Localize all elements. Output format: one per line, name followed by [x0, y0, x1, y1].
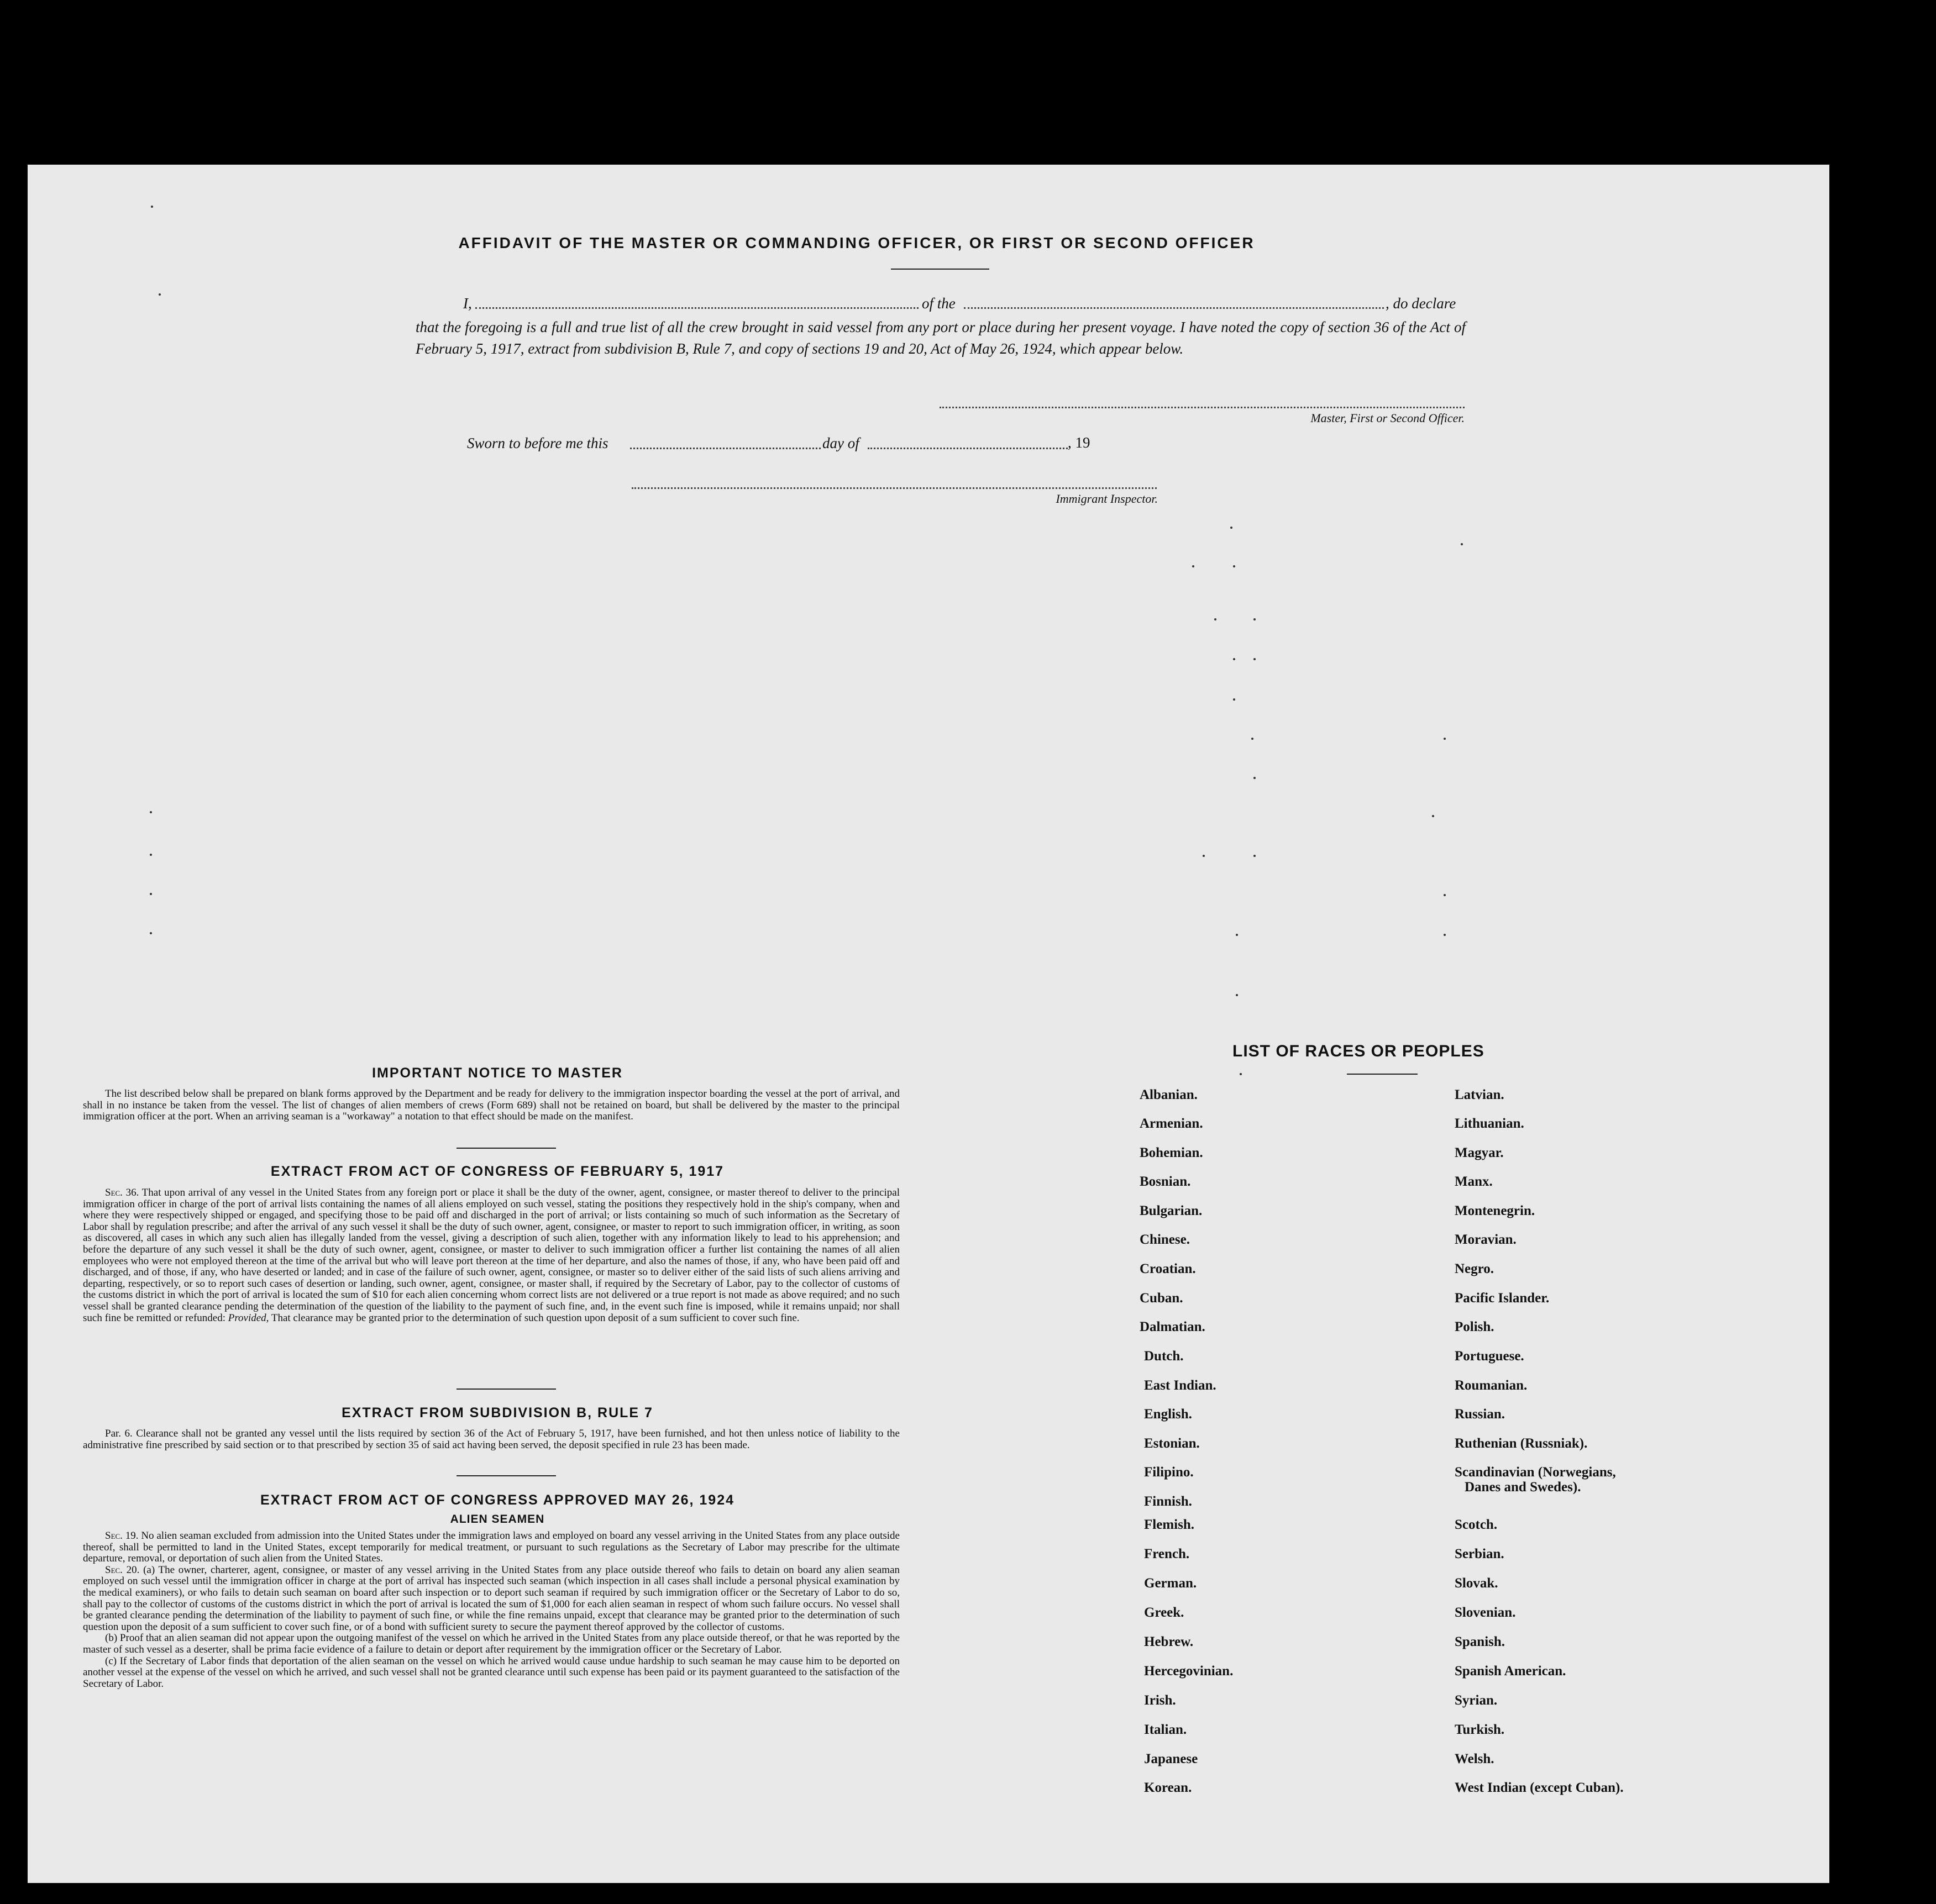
binder-hole: [1838, 406, 1865, 434]
name-blank[interactable]: [475, 307, 919, 309]
sworn-text: Sworn to before me this: [467, 435, 608, 451]
race-item: Croatian.: [1140, 1261, 1196, 1276]
race-item: Armenian.: [1140, 1116, 1203, 1131]
binder-hole: [1838, 1573, 1865, 1601]
speck: [1233, 565, 1235, 567]
race-item: Korean.: [1144, 1780, 1192, 1795]
affidavit-do-declare: , do declare: [1386, 295, 1456, 312]
race-item: Spanish American.: [1455, 1664, 1566, 1679]
binder-hole: [1838, 753, 1865, 781]
race-item: Cuban.: [1140, 1291, 1183, 1306]
extract-1917-text: [83, 1187, 900, 1324]
binder-hole: [1838, 1226, 1865, 1254]
divider: [891, 269, 989, 270]
speck: [1253, 855, 1256, 857]
race-item: Dalmatian.: [1140, 1319, 1205, 1334]
section-36-text: That upon arrival of any vessel in the United States from any foreign port or place it shall be the duty of the owner, agent, consignee, or master thereof to deliver to the principal immigration officer in charge of the port of arrival lists containing the names of all aliens employed on such vessel, stating the positions they respectively hold in the ship's company, when and where they were respectively shipped or engaged, and specifying those to be paid off and discharged in the port of arrival; or lists containing so much of such information as the Secretary of Labor shall by regulation prescribe; and after the arrival of any such vessel it shall be the duty of such owner, agent, consignee, or master to report to such immigration officer, in writing, as soon as discovered, all cases in which any such alien has illegally landed from the vessel, giving a description of such alien, together with any information likely to lead to his apprehension; and before the departure of any such vessel it shall be the duty of such owner, agent, consignee, or master to deliver to such immigration officer a further list containing the names of all alien employees who were not employed thereon at the time of the arrival but who will leave port thereon at the time of her departure, and also the names of those, if any, who have been paid off and discharged, and of those, if any, who have deserted or landed; and in case of the failure of such owner, agent, consignee, or master so to deliver either of the said lists of such aliens arriving and departing, respectively, or so to report such cases of desertion or landing, such owner, agent, consignee, or master shall, if required by the Secretary of Labor, pay to the collector of customs of the customs district in which the port of arrival is located the sum of $10 for each alien concerning whom correct lists are not delivered or a true report is not made as above required; and no such vessel shall be granted clearance pending the determination of the question of the liability to the payment of such fine, and, in the event such fine is imposed, while it remains unpaid; nor shall such fine be remitted or refunded:: [83, 1187, 900, 1324]
speck: [1230, 527, 1232, 529]
divider: [1347, 1074, 1418, 1075]
race-item: Filipino.: [1144, 1465, 1194, 1480]
race-item: Lithuanian.: [1455, 1116, 1524, 1131]
section-20a-text: (a) The owner, charterer, agent, consignee, or master of any vessel arriving in the United States from any place outside thereof who fails to detain on board any alien seaman employed on such vessel until the immigration officer in charge at the port of arrival has inspected such seaman (which inspection in all cases shall include a personal physical examination by the medical examiners), or who fails to detain such seaman on board after such inspection or to deport such seaman if required by such immigration officer or the Secretary of Labor to do so, shall pay to the collector of customs of the customs district in which the port of arrival is located the sum of $1,000 for each alien seaman in respect of whom such failure occurs. No vessel shall be granted clearance pending the determination of the liability to payment of such fine, or while the fine remains unpaid, except that clearance may be granted prior to the determination of such question upon the deposit of a sum sufficient to cover such fine, or of a bond with sufficient surety to secure the payment thereof approved by the collector of customs.: [83, 1564, 900, 1633]
race-item: Polish.: [1455, 1319, 1494, 1334]
speck: [1253, 618, 1256, 620]
inspector-line[interactable]: [632, 487, 1157, 489]
race-item: Scotch.: [1455, 1517, 1498, 1532]
race-item: Spanish.: [1455, 1634, 1505, 1649]
speck: [1251, 738, 1253, 740]
extract-rule7-title: EXTRACT FROM SUBDIVISION B, RULE 7: [342, 1405, 653, 1421]
affidavit-of-the: of the: [922, 295, 956, 312]
race-item: Scandinavian (Norwegians,: [1455, 1465, 1616, 1480]
sworn-day-blank[interactable]: [630, 448, 821, 449]
notice-text: The list described below shall be prepared on blank forms approved by the Department and be ready for delivery to the immigration inspector boarding the vessel at the port of arrival, and shall in no instance be taken from the vessel. The list of changes of alien members of crews (Form 689) shall not be retained on board, but shall be delivered by the master to the principal immigration officer at the port. When an arriving seaman is a "workaway" a notation to that effect should be made on the manifest.: [83, 1088, 900, 1123]
race-item: English.: [1144, 1407, 1192, 1422]
race-item: Chinese.: [1140, 1232, 1190, 1247]
race-item: Negro.: [1455, 1261, 1494, 1276]
speck: [1253, 777, 1256, 779]
race-item: Magyar.: [1455, 1145, 1504, 1160]
race-item: East Indian.: [1144, 1378, 1216, 1393]
race-item: Pacific Islander.: [1455, 1291, 1550, 1306]
race-item: Montenegrin.: [1455, 1203, 1535, 1218]
extract-rule7-text: Par. 6. Clearance shall not be granted any vessel until the lists required by section 36 of the Act of February 5, 1917, have been furnished, and hot then unless notice of liability to the administrative fine prescribed by said section or to that prescribed by section 35 of said act having been served, the deposit specified in rule 23 has been made.: [83, 1428, 900, 1451]
race-item: German.: [1144, 1576, 1197, 1591]
speck: [1444, 934, 1446, 936]
race-item: Hebrew.: [1144, 1634, 1194, 1649]
race-item: Irish.: [1144, 1693, 1176, 1708]
section-19-text: No alien seaman excluded from admission into the United States under the immigration laws and employed on board any vessel arriving in the United States from any place outside thereof, shall be permitted to land in the United States, except temporarily for medical treatment, or pursuant to such regulations as the Secretary of Labor may prescribe for the ultimate departure, removal, or deportation of such alien from the United States.: [83, 1530, 900, 1565]
binder-hole: [1838, 1310, 1865, 1338]
race-item: Welsh.: [1455, 1752, 1494, 1766]
section-20b-text: (b) Proof that an alien seaman did not appear upon the outgoing manifest of the vessel on which he arrived in the United States from any place outside thereof, or that he was reported by the master of such vessel as a deserter, shall be prima facie evidence of a failure to detain or deport after requirement by the immigration officer or the Secretary of Labor.: [83, 1632, 900, 1655]
extract-1917-title: EXTRACT FROM ACT OF CONGRESS OF FEBRUARY 5, 1917: [270, 1164, 725, 1179]
speck: [1253, 658, 1256, 660]
section-20c-text: (c) If the Secretary of Labor finds that deportation of the alien seaman on the vessel on which he arrived would cause undue hardship to such seaman he may cause him to be deported on another vessel at the expense of the vessel on which he arrived, and such vessel shall not be granted clearance until such expense has been paid or its payment guaranteed to the satisfaction of the Secretary of Labor.: [83, 1655, 900, 1690]
speck: [159, 293, 161, 296]
race-item: Russian.: [1455, 1407, 1505, 1422]
race-item: Serbian.: [1455, 1547, 1504, 1561]
race-item: Bohemian.: [1140, 1145, 1203, 1160]
provided-text: Provided,: [228, 1312, 269, 1324]
speck: [150, 932, 152, 934]
binder-hole: [1838, 322, 1865, 350]
speck: [1240, 1073, 1242, 1075]
speck: [150, 854, 152, 856]
speck: [150, 893, 152, 895]
race-item: Latvian.: [1455, 1087, 1504, 1102]
signature-label: Master, First or Second Officer.: [1310, 411, 1465, 425]
notice-title: IMPORTANT NOTICE TO MASTER: [372, 1065, 623, 1081]
speck: [1236, 934, 1238, 936]
speck: [1432, 815, 1434, 817]
race-item: Japanese: [1144, 1752, 1198, 1766]
affidavit-title: AFFIDAVIT OF THE MASTER OR COMMANDING OFFICER, OR FIRST OR SECOND OFFICER: [458, 234, 1255, 251]
race-item: French.: [1144, 1547, 1190, 1561]
extract-1924-text: [83, 1530, 900, 1690]
race-item: Dutch.: [1144, 1349, 1184, 1364]
race-item: Bosnian.: [1140, 1174, 1191, 1189]
race-item: Flemish.: [1144, 1517, 1194, 1532]
race-item: Estonian.: [1144, 1436, 1200, 1451]
sworn-month-blank[interactable]: [868, 448, 1068, 449]
races-title: LIST OF RACES OR PEOPLES: [1232, 1042, 1484, 1060]
race-item: Italian.: [1144, 1722, 1187, 1737]
day-of-text: day of: [822, 435, 859, 451]
binder-hole: [1838, 670, 1865, 697]
speck: [1461, 543, 1463, 545]
speck: [1444, 894, 1446, 896]
race-item: Greek.: [1144, 1605, 1184, 1620]
divider: [457, 1475, 556, 1476]
section-label: Sec. 36.: [105, 1187, 139, 1198]
speck: [1233, 698, 1235, 701]
section-36-tail: That clearance may be granted prior to the determination of such question upon deposit of a sum sufficient to cover such fine.: [271, 1312, 800, 1324]
race-item: Slovak.: [1455, 1576, 1498, 1591]
speck: [150, 811, 152, 813]
inspector-label: Immigrant Inspector.: [1056, 492, 1158, 506]
speck: [1233, 658, 1235, 660]
race-item: Ruthenian (Russniak).: [1455, 1436, 1588, 1451]
race-item: Manx.: [1455, 1174, 1493, 1189]
binder-hole: [1838, 1656, 1865, 1684]
race-item: Turkish.: [1455, 1722, 1505, 1737]
section-label: Sec. 20.: [105, 1564, 140, 1576]
year-text: , 19: [1068, 434, 1090, 451]
affidavit-body: that the foregoing is a full and true list of all the crew brought in said vessel from any port or place during her present voyage. I have noted the copy of section 36 of the Act of February 5, 1917, extract from subdivision B, Rule 7, and copy of sections 19 and 20, Act of May 26, 1924, which appear below.: [416, 319, 1466, 357]
extract-1924-title: EXTRACT FROM ACT OF CONGRESS APPROVED MAY 26, 1924: [260, 1492, 735, 1508]
race-item: Finnish.: [1144, 1494, 1192, 1509]
speck: [1203, 855, 1205, 857]
race-item: Moravian.: [1455, 1232, 1517, 1247]
race-item: Bulgarian.: [1140, 1203, 1203, 1218]
vessel-blank[interactable]: [964, 307, 1384, 309]
race-item: Portuguese.: [1455, 1349, 1524, 1364]
speck: [1214, 618, 1216, 620]
speck: [1192, 565, 1194, 567]
signature-line[interactable]: [940, 407, 1465, 408]
alien-seamen-subtitle: ALIEN SEAMEN: [450, 1513, 545, 1526]
speck: [1236, 994, 1238, 996]
race-item: Hercegovinian.: [1144, 1664, 1234, 1679]
divider: [457, 1388, 556, 1390]
race-item: Roumanian.: [1455, 1378, 1528, 1393]
speck: [1444, 738, 1446, 740]
race-item: Syrian.: [1455, 1693, 1498, 1708]
race-item: West Indian (except Cuban).: [1455, 1780, 1624, 1795]
race-item: Slovenian.: [1455, 1605, 1516, 1620]
affidavit-i: I,: [463, 295, 472, 312]
race-item: Albanian.: [1140, 1087, 1198, 1102]
speck: [151, 206, 153, 208]
race-item: Danes and Swedes).: [1465, 1480, 1581, 1495]
divider: [457, 1148, 556, 1149]
section-label: Sec. 19.: [105, 1530, 139, 1542]
